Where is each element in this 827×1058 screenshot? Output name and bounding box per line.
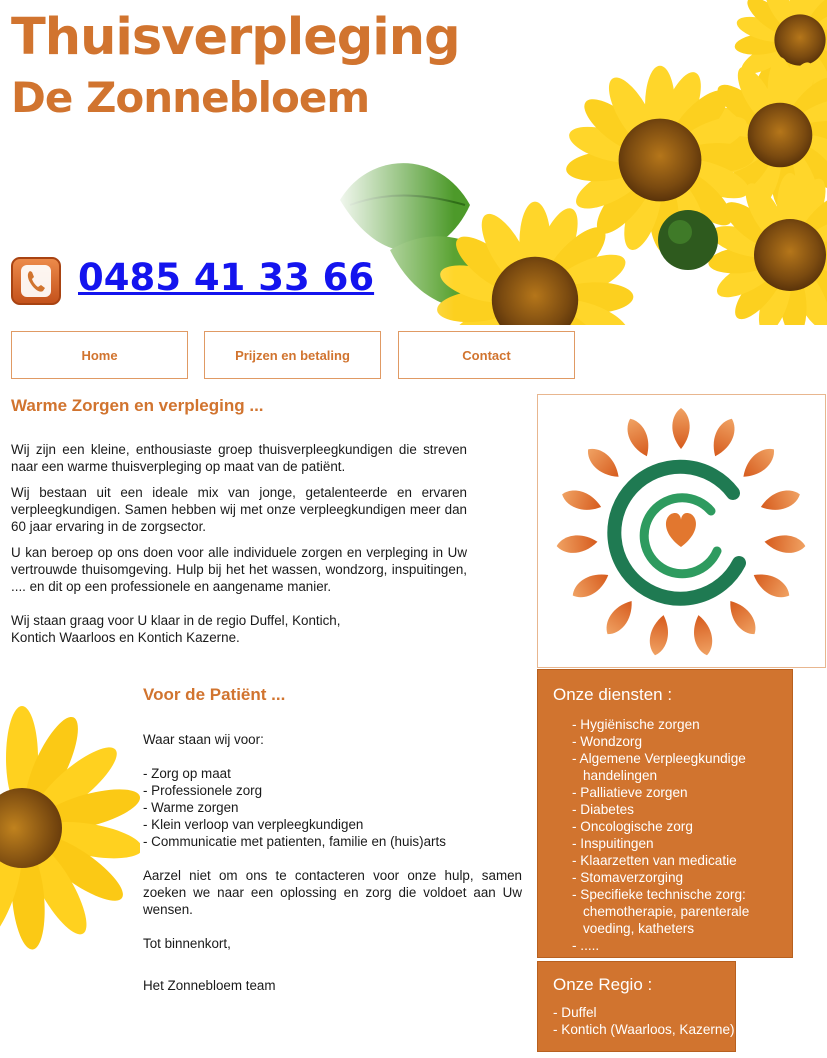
nav-home-button[interactable]: Home [11, 331, 188, 379]
list-item: - Klaarzetten van medicatie [572, 853, 737, 868]
sunflower-logo [538, 395, 825, 667]
region-sentence-line1: Wij staan graag voor U klaar in de regio Duffel, Kontich, [11, 613, 341, 628]
patient-text [143, 731, 522, 994]
patient-points-list [143, 765, 522, 850]
phone-icon [11, 257, 61, 305]
patient-signature: Het Zonnebloem team [143, 978, 276, 993]
brand-title-line1: Thuisverpleging [11, 8, 460, 67]
region-title: Onze Regio : [553, 975, 653, 994]
nav-contact-button[interactable]: Contact [398, 331, 575, 379]
list-item: - Wondzorg [572, 734, 643, 749]
list-item: - Warme zorgen [143, 800, 239, 815]
intro-paragraph: U kan beroep op ons doen voor alle individuele zorgen en verpleging in Uw vertrouwde thuisomgeving. Hulp bij het het wassen, wondzorg, inspuitingen, .... en dit op een professionele en aangename manier. [11, 545, 467, 594]
brand-title-line2: De Zonnebloem [11, 73, 370, 122]
list-item: - ..... [572, 938, 600, 953]
sunflower-image [0, 700, 140, 960]
list-item: - Inspuitingen [572, 836, 654, 851]
list-item: - Palliatieve zorgen [572, 785, 688, 800]
region-panel [537, 961, 736, 1052]
region-sentence-line2: Kontich Waarloos en Kontich Kazerne. [11, 630, 240, 645]
logo-box [537, 394, 826, 668]
list-item: - Kontich (Waarloos, Kazerne) [553, 1022, 735, 1037]
region-sentence [11, 612, 467, 646]
nav-prices-button[interactable]: Prijzen en betaling [204, 331, 381, 379]
header-banner [0, 0, 827, 325]
list-item: - Klein verloop van verpleegkundigen [143, 817, 364, 832]
intro-text [11, 441, 467, 646]
services-list [553, 716, 792, 954]
region-list [553, 1004, 735, 1038]
services-title: Onze diensten : [553, 685, 673, 704]
patient-cta: Aarzel niet om ons te contacteren voor onze hulp, samen zoeken we naar een oplossing en zorg die voldoet aan Uw wensen. [143, 868, 522, 917]
intro-heading: Warme Zorgen en verpleging ... [11, 396, 264, 415]
list-item: - Stomaverzorging [572, 870, 684, 885]
patient-closing: Tot binnenkort, [143, 936, 231, 951]
patient-intro: Waar staan wij voor: [143, 732, 264, 747]
list-item: - Specifieke technische zorg: chemotherapie, parenterale voeding, katheters [572, 887, 750, 936]
list-item: - Hygiënische zorgen [572, 717, 700, 732]
list-item: - Oncologische zorg [572, 819, 693, 834]
services-panel [537, 669, 793, 958]
list-item: - Duffel [553, 1005, 597, 1020]
intro-paragraph: Wij bestaan uit een ideale mix van jonge, getalenteerde en ervaren verpleegkundigen. Samen hebben wij met onze verpleegkundigen meer dan 60 jaar ervaring in de zorgsector. [11, 485, 467, 534]
list-item: - Professionele zorg [143, 783, 263, 798]
list-item: - Communicatie met patienten, familie en (huis)arts [143, 834, 446, 849]
list-item: - Algemene Verpleegkundige handelingen [572, 751, 746, 783]
intro-paragraph: Wij zijn een kleine, enthousiaste groep thuisverpleegkundigen die streven naar een warme thuisverpleging op maat van de patiënt. [11, 442, 467, 474]
list-item: - Zorg op maat [143, 766, 231, 781]
list-item: - Diabetes [572, 802, 634, 817]
patient-heading: Voor de Patiënt ... [143, 685, 286, 704]
phone-number-link[interactable]: 0485 41 33 66 [78, 256, 375, 299]
